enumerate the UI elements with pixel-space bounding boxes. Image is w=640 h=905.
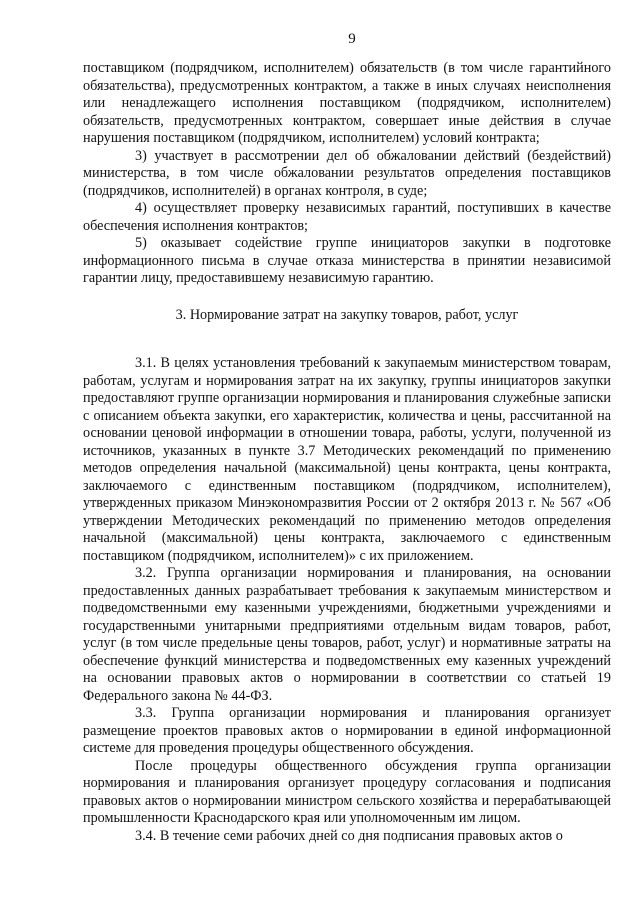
page-number: 9 bbox=[348, 31, 356, 47]
paragraph-item-5: 5) оказывает содействие группе инициаторов закупки в подготовке информационного письма в случае отказа министерства в принятии независимой гарантии лицу, предоставившему независимую гарантию. bbox=[83, 235, 611, 286]
paragraph-after-discussion: После процедуры общественного обсуждения группа организации нормирования и планирования организует процедуру согласования и подписания правовых актов о нормировании министром сельского хозяйства и перерабатывающей промышленности Краснодарского края или уполномоченным им лицом. bbox=[83, 757, 611, 826]
paragraph-continuation: поставщиком (подрядчиком, исполнителем) обязательств (в том числе гарантийного обязательства), предусмотренных контрактом, а также в иных случаях неисполнения или ненадлежащего исполнения поставщиком (подрядчиком, исполнителем) обязательств, предусмотренных контрактом, совершает иные действия в случае нарушения поставщиком (подрядчиком, исполнителем) условий контракта; bbox=[83, 60, 611, 146]
paragraph-item-4: 4) осуществляет проверку независимых гарантий, поступивших в качестве обеспечения исполнения контрактов; bbox=[83, 200, 611, 234]
paragraph-3-4: 3.4. В течение семи рабочих дней со дня подписания правовых актов о bbox=[135, 827, 563, 844]
section-heading: 3. Нормирование затрат на закупку товаров, работ, услуг bbox=[175, 306, 519, 323]
paragraph-3-2: 3.2. Группа организации нормирования и планирования, на основании предоставленных данных разрабатывает требования к закупаемым министерством и подведомственными ему казенными учреждениями, бюджетными учреждениями и государственными унитарными предприятиями отдельным видам товаров, работ, услуг (в том числе предельные цены товаров, работ, услуг) и нормативные затраты на обеспечение функций министерства и подведомственных ему казенных учреждений на основании правовых актов о нормировании в соответствии со статьей 19 Федерального закона № 44-ФЗ. bbox=[83, 565, 611, 704]
paragraph-item-3: 3) участвует в рассмотрении дел об обжаловании действий (бездействий) министерства, в том числе обжаловании результатов определения поставщиков (подрядчиков, исполнителей) в органах контроля, в суде; bbox=[83, 147, 611, 199]
paragraph-3-3: 3.3. Группа организации нормирования и планирования организует размещение проектов правовых актов о нормировании в единой информационной системе для проведения процедуры общественного обсуждения. bbox=[83, 705, 611, 756]
document-page bbox=[83, 30, 611, 890]
paragraph-3-1: 3.1. В целях установления требований к закупаемым министерством товарам, работам, услугам и нормирования затрат на их закупку, группы инициаторов закупки предоставляют группе организации нормирования и планирования служебные записки с описанием объекта закупки, его характеристик, количества и цены, рассчитанной на основании ценовой информации в отношении товара, работы, услуги, полученной из источников, указанных в пункте 3.7 Методических рекомендаций по применению методов определения начальной (максимальной) цены контракта, цены контракта, заключаемого с единственным поставщиком (подрядчиком, исполнителем), утвержденных приказом Минэкономразвития России от 2 октября 2013 г. № 567 «Об утверждении Методических рекомендаций по применению методов определения начальной (максимальной) цены контракта, заключаемого с единственным поставщиком (подрядчиком, исполнителем)» с их приложением. bbox=[83, 355, 611, 564]
